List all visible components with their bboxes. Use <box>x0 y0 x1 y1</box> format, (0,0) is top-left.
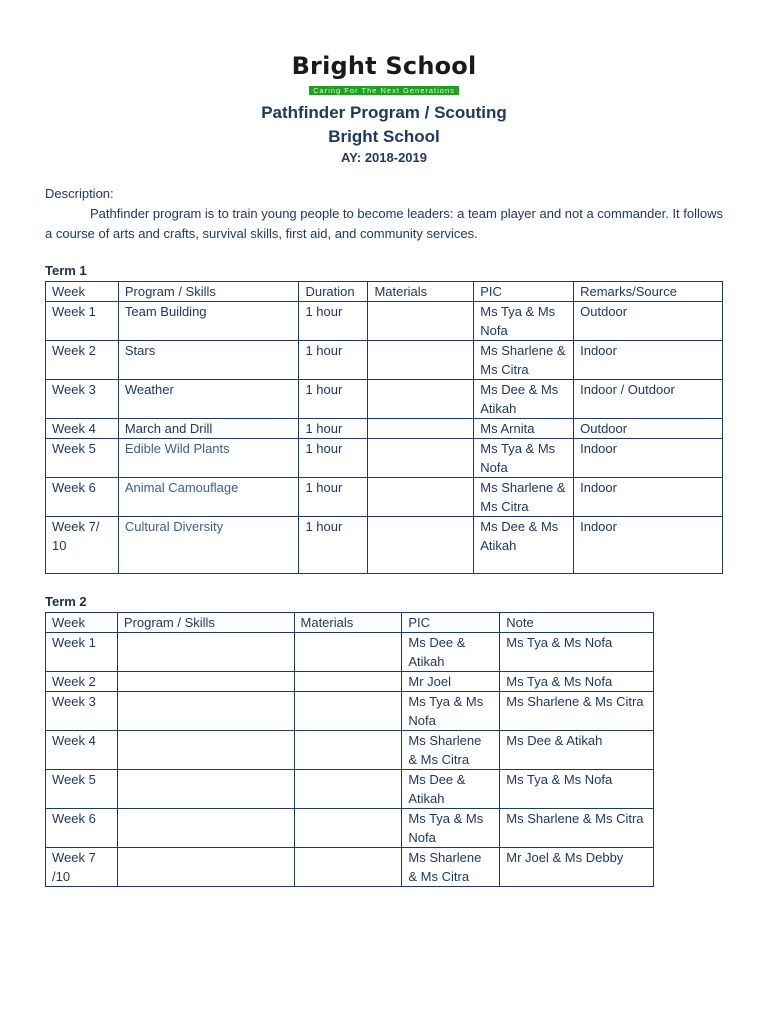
table-cell: Ms Dee & Atikah <box>402 633 500 672</box>
term2-table <box>45 612 654 887</box>
table-cell <box>117 848 294 887</box>
table-cell: Week 4 <box>46 419 119 439</box>
table-cell <box>368 380 474 419</box>
table-row <box>46 848 654 887</box>
school-logo <box>0 52 768 98</box>
table-cell: Ms Sharlene & Ms Citra <box>402 848 500 887</box>
table-row <box>46 672 654 692</box>
table-cell: March and Drill <box>118 419 299 439</box>
table-cell <box>117 770 294 809</box>
table-cell <box>294 672 402 692</box>
school-name: Bright School <box>328 127 440 146</box>
term1-table <box>45 281 723 574</box>
table-row <box>46 517 723 574</box>
term1-header-cell: PIC <box>474 282 574 302</box>
table-cell: Indoor / Outdoor <box>574 380 723 419</box>
table-cell <box>368 517 474 574</box>
table-cell: Ms Dee & Ms Atikah <box>474 517 574 574</box>
table-cell <box>368 439 474 478</box>
table-cell: Week 1 <box>46 302 119 341</box>
table-row <box>46 341 723 380</box>
table-cell <box>117 692 294 731</box>
description-text: Pathfinder program is to train young people to become leaders: a team player and not a commander. It follows a course of arts and crafts, survival skills, first aid, and community services. <box>45 206 724 241</box>
table-cell: Indoor <box>574 517 723 574</box>
table-cell: Ms Dee & Atikah <box>402 770 500 809</box>
term2-header-cell: Materials <box>294 613 402 633</box>
table-cell: Indoor <box>574 478 723 517</box>
table-cell <box>117 809 294 848</box>
term1-header-cell: Materials <box>368 282 474 302</box>
table-cell: Ms Sharlene & Ms Citra <box>474 341 574 380</box>
table-cell: Edible Wild Plants <box>118 439 299 478</box>
table-cell <box>117 731 294 770</box>
table-cell <box>294 692 402 731</box>
table-cell: Mr Joel & Ms Debby <box>500 848 654 887</box>
table-cell: Ms Tya & Ms Nofa <box>474 302 574 341</box>
table-cell: Cultural Diversity <box>118 517 299 574</box>
table-cell: Week 1 <box>46 633 118 672</box>
table-cell: Week 6 <box>46 478 119 517</box>
table-cell: Ms Tya & Ms Nofa <box>500 770 654 809</box>
table-row <box>46 731 654 770</box>
term1-header-cell: Remarks/Source <box>574 282 723 302</box>
table-cell: Week 5 <box>46 439 119 478</box>
table-cell <box>294 731 402 770</box>
table-row <box>46 302 723 341</box>
term2-header-cell: Program / Skills <box>117 613 294 633</box>
table-row <box>46 809 654 848</box>
table-cell: Week 7 /10 <box>46 848 118 887</box>
term1-header-cell: Duration <box>299 282 368 302</box>
table-cell: Week 2 <box>46 672 118 692</box>
term1-header-cell: Program / Skills <box>118 282 299 302</box>
table-cell: 1 hour <box>299 419 368 439</box>
table-row <box>46 770 654 809</box>
table-cell: Team Building <box>118 302 299 341</box>
table-cell: 1 hour <box>299 478 368 517</box>
table-cell <box>294 809 402 848</box>
table-cell <box>294 633 402 672</box>
table-cell <box>368 341 474 380</box>
table-cell: Ms Sharlene & Ms Citra <box>402 731 500 770</box>
table-cell: Ms Sharlene & Ms Citra <box>500 809 654 848</box>
table-cell: Week 3 <box>46 380 119 419</box>
term1-header-cell: Week <box>46 282 119 302</box>
table-cell: Indoor <box>574 439 723 478</box>
table-cell: Mr Joel <box>402 672 500 692</box>
table-cell <box>294 848 402 887</box>
table-cell <box>368 302 474 341</box>
term2-header-cell: Week <box>46 613 118 633</box>
document-title: Pathfinder Program / Scouting <box>261 103 507 122</box>
table-cell: Week 3 <box>46 692 118 731</box>
table-cell: 1 hour <box>299 439 368 478</box>
term1-header-row <box>46 282 723 302</box>
logo-title: Bright School <box>291 52 477 80</box>
table-cell: Week 4 <box>46 731 118 770</box>
table-cell: Outdoor <box>574 419 723 439</box>
table-cell: Week 2 <box>46 341 119 380</box>
table-cell: Ms Tya & Ms Nofa <box>500 633 654 672</box>
table-cell: Ms Arnita <box>474 419 574 439</box>
term2-header-cell: PIC <box>402 613 500 633</box>
table-cell <box>117 672 294 692</box>
logo-tagline: Caring For The Next Generations <box>309 86 459 95</box>
table-cell: Ms Sharlene & Ms Citra <box>474 478 574 517</box>
table-cell <box>117 633 294 672</box>
description-label: Description: <box>45 186 114 201</box>
table-row <box>46 439 723 478</box>
table-cell: 1 hour <box>299 341 368 380</box>
table-cell: Week 7/ 10 <box>46 517 119 574</box>
table-cell: Indoor <box>574 341 723 380</box>
term2-heading: Term 2 <box>45 594 87 609</box>
table-cell: 1 hour <box>299 380 368 419</box>
table-row <box>46 633 654 672</box>
table-cell: Weather <box>118 380 299 419</box>
academic-year: AY: 2018-2019 <box>340 150 427 165</box>
table-cell: Ms Sharlene & Ms Citra <box>500 692 654 731</box>
table-cell <box>294 770 402 809</box>
term2-header-cell: Note <box>500 613 654 633</box>
table-row <box>46 692 654 731</box>
table-cell: Ms Dee & Atikah <box>500 731 654 770</box>
table-cell: Ms Tya & Ms Nofa <box>402 692 500 731</box>
table-cell: Stars <box>118 341 299 380</box>
table-row <box>46 380 723 419</box>
table-cell: 1 hour <box>299 517 368 574</box>
table-cell: Ms Dee & Ms Atikah <box>474 380 574 419</box>
table-cell: Week 6 <box>46 809 118 848</box>
table-cell <box>368 478 474 517</box>
table-row <box>46 478 723 517</box>
term2-header-row <box>46 613 654 633</box>
table-cell: Ms Tya & Ms Nofa <box>402 809 500 848</box>
table-cell: Animal Camouflage <box>118 478 299 517</box>
table-cell: Ms Tya & Ms Nofa <box>500 672 654 692</box>
table-cell: Week 5 <box>46 770 118 809</box>
term1-heading: Term 1 <box>45 263 87 278</box>
table-cell <box>368 419 474 439</box>
table-cell: Ms Tya & Ms Nofa <box>474 439 574 478</box>
table-row <box>46 419 723 439</box>
table-cell: 1 hour <box>299 302 368 341</box>
table-cell: Outdoor <box>574 302 723 341</box>
